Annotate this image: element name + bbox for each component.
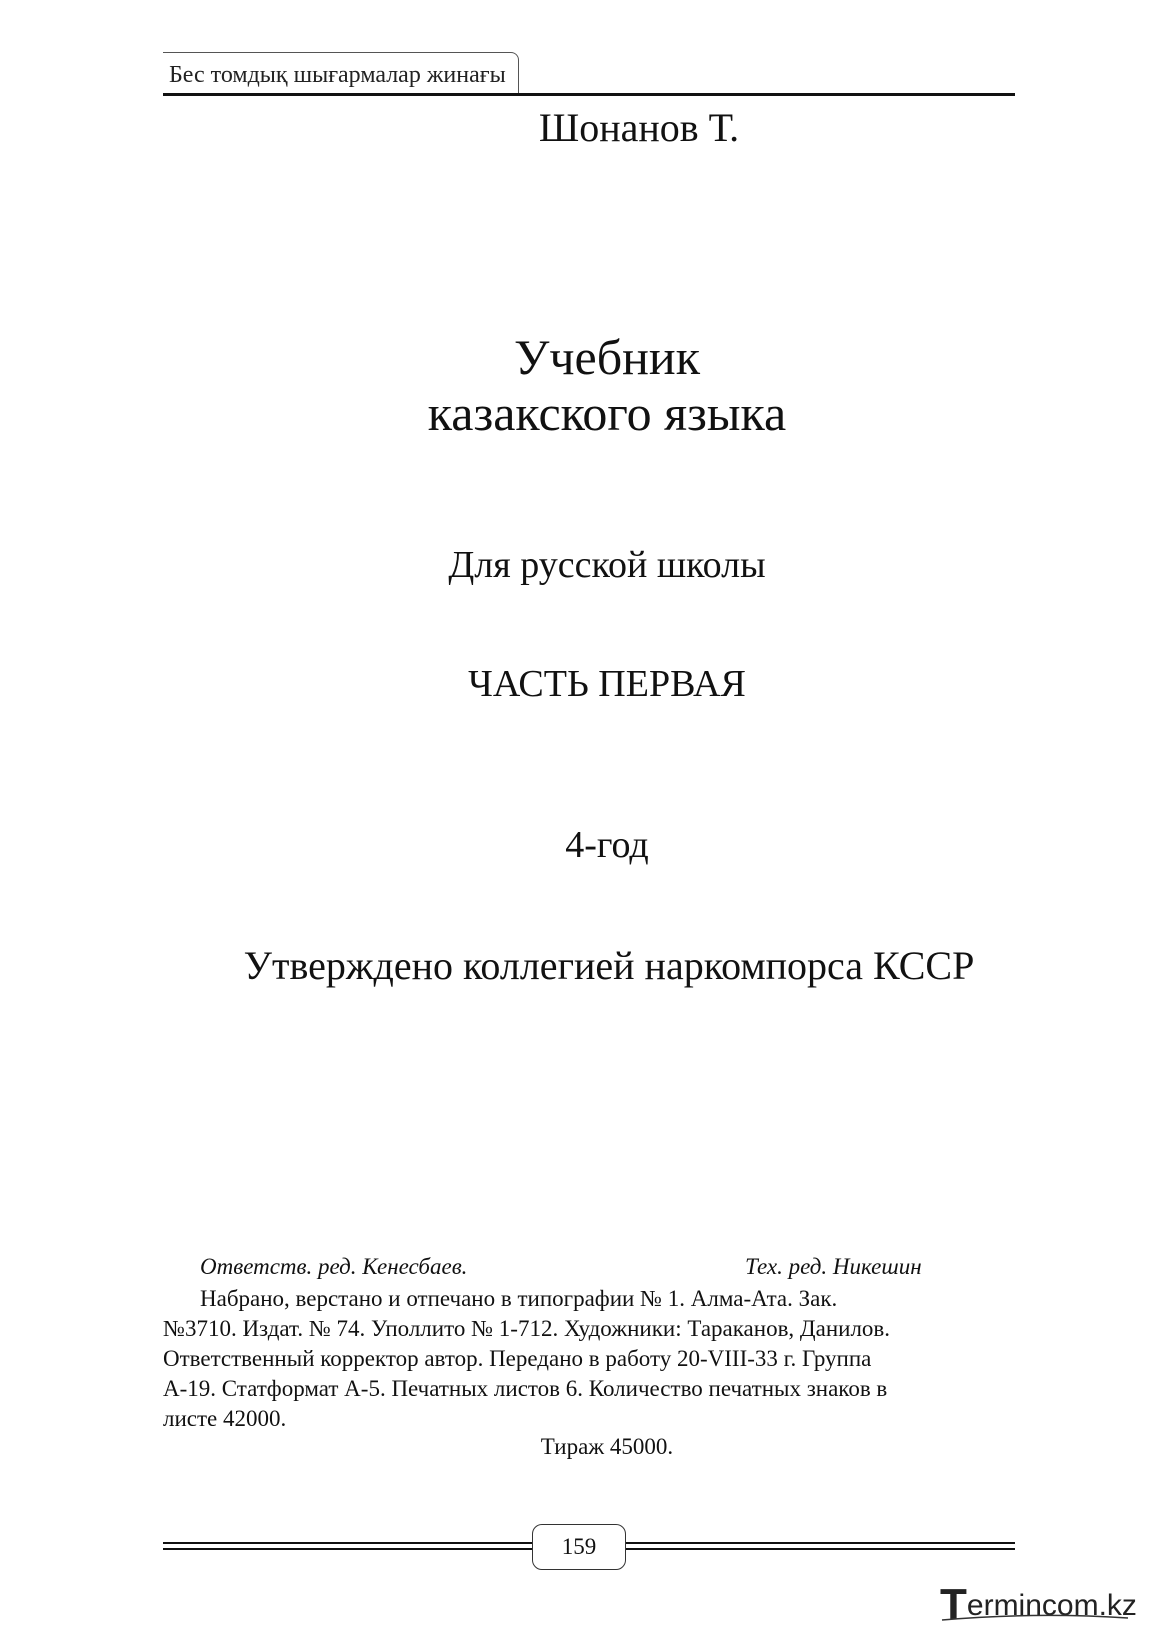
book-title-line-2: казакского языка xyxy=(427,385,787,441)
watermark-text-b: m.kz xyxy=(1073,1589,1137,1622)
part-label: ЧАСТЬ ПЕРВАЯ xyxy=(468,663,746,705)
imprint-block xyxy=(163,1284,1015,1434)
running-header-title: Бес томдық шығармалар жинағы xyxy=(163,52,519,95)
technical-editor: Тех. ред. Никешин xyxy=(745,1254,922,1279)
year-label: 4-год xyxy=(565,824,649,866)
watermark-logo xyxy=(940,1580,1140,1629)
imprint-line: Набрано, верстано и отпечано в типографии № 1. Алма-Ата. Зак. xyxy=(200,1286,838,1311)
editors-line xyxy=(200,1254,960,1284)
subtitle: Для русской школы xyxy=(448,544,766,586)
approval-note: Утверждено коллегией наркомпорса КССР xyxy=(243,943,975,988)
imprint-line: листе 42000. xyxy=(163,1406,287,1431)
page-number: 159 xyxy=(532,1524,626,1570)
watermark-swoosh-icon xyxy=(940,1614,1130,1622)
imprint-line: А-19. Статформат А-5. Печатных листов 6. Количество печатных знаков в xyxy=(163,1376,888,1401)
book-title-line-1: Учебник xyxy=(514,329,700,385)
author: Шонанов Т. xyxy=(538,105,740,150)
print-run: Тираж 45000. xyxy=(540,1434,674,1459)
imprint-line: Ответственный корректор автор. Передано в работу 20-VIII-33 г. Группа xyxy=(163,1346,872,1371)
page-footer xyxy=(163,1520,1015,1572)
watermark-search-icon: o xyxy=(1056,1589,1074,1622)
header-rule xyxy=(163,93,1015,96)
watermark-text-a: erminc xyxy=(966,1589,1057,1622)
watermark-initial: T xyxy=(940,1580,967,1629)
responsible-editor: Ответств. ред. Кенесбаев. xyxy=(200,1254,468,1279)
running-header xyxy=(163,52,1015,96)
imprint-line: №3710. Издат. № 74. Уполлито № 1-712. Художники: Тараканов, Данилов. xyxy=(163,1316,891,1341)
